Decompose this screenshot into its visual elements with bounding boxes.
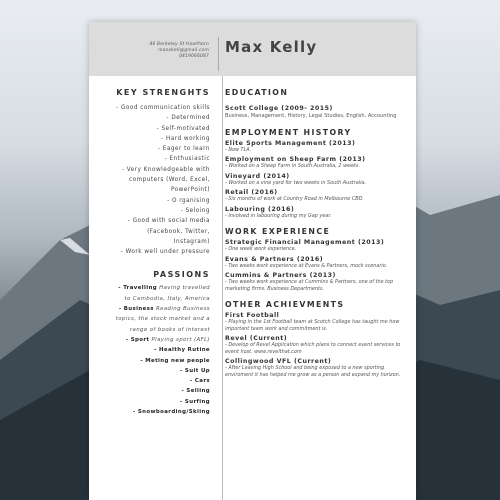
strength-item: - Self-motivated [156,125,210,132]
work-experience-list [225,239,411,292]
column-divider [222,76,223,500]
entry-description: - Worked on a Sheep Farm in South Australia, 2 weeks. [225,163,361,170]
entry-description: - Six months of work at Country Road in Melbourne CBD. [225,196,364,203]
contact-address [149,42,209,60]
right-column [225,88,411,378]
entry-heading: Strategic Financial Management (2013) [225,239,385,247]
entry-heading: Retail (2016) [225,189,278,197]
strength-item: - Good with social media [127,218,210,225]
strength-item: - Work well under pressure [120,249,210,256]
passions-list [90,283,210,417]
passion-name: - Meting new people [140,357,210,364]
strength-item: - Eager to learn [157,146,210,153]
resume-name: Max Kelly [225,38,318,56]
employment-list [225,140,411,220]
passion-name: - Selling [181,388,210,395]
resume-page [89,22,416,500]
entry-heading: Vineyard (2014) [225,172,290,180]
strength-item: - Enthusiastic [164,156,210,163]
entry-description: - Involved in labouring during my Gap year. [225,212,332,219]
key-strengths-title: KEY STRENGHTS [116,88,210,97]
passion-line [90,366,210,376]
phone-line: 0419066087 [179,54,209,59]
education-school: Scott College (2009- 2015) [225,105,333,112]
strength-item: - Determined [166,115,210,122]
passion-line [90,325,210,335]
passion-detail: Having travelled [159,285,210,292]
entry-heading: First Football [225,312,280,320]
strength-item: - Good communication skills [116,105,210,111]
passion-detail: topics, the stock market and a [115,316,210,323]
work-experience-title: WORK EXPERIENCE [225,227,331,237]
header-divider [218,37,219,71]
resume-header [89,22,416,76]
entry-description: - Playing in the 1st Football team at Scotch College has taught me how important team work and commitment is. [225,319,400,332]
passion-detail: Playing sport (AFL) [151,336,210,343]
passion-line [90,386,210,396]
passion-name: - Cars [190,378,210,385]
passion-line [90,345,210,355]
passion-name: - Healthy Rutine [154,347,210,354]
achievements-list [225,312,411,378]
education-title: EDUCATION [225,88,289,97]
entry-description: - One week work experience. [225,246,297,253]
passion-line [90,407,210,417]
strength-item: computers (Word, Excel, [128,177,210,184]
strength-item: Instagram) [173,238,210,245]
entry-description: - Worked on a vine yard for two weeks in South Australia. [225,179,366,186]
left-column [90,88,210,417]
entry-heading: Cummins & Partners (2013) [225,272,336,280]
entry-description: - Two weeks work experience at Evans & Partners, mock scenario. [225,262,388,269]
strength-item: - O rganising [167,197,210,204]
entry-heading: Employment on Sheep Farm (2013) [225,156,366,164]
passion-line [90,397,210,407]
passion-detail: to Cambodia, Italy, America [124,295,210,302]
passion-name: - Surfing [180,398,210,405]
passion-name: - Business [118,306,154,313]
passion-line [90,294,210,304]
entry-heading: Evans & Partners (2016) [225,255,324,263]
achievements-title: OTHER ACHIEVMENTS [225,300,345,310]
passions-title: PASSIONS [153,270,210,280]
email-line: maxxkell@gmail.com [158,48,209,53]
passion-line [90,335,210,345]
passion-line [90,304,210,314]
education-subjects: Business, Management, History, Legal Studies, English, Accounting [225,113,397,119]
entry-description: - Two weeks work experience at Cummins & Partners, one of the top marketing firms. Business Departments. [225,279,394,292]
strength-item: (Facebook, Twitter, [147,228,210,235]
passion-detail: Reading Business [155,306,210,313]
passion-name: - Sport [125,336,150,343]
strength-item: - Very Knowledgeable with [121,166,210,173]
passion-name: - Snowboarding/Skiing [132,409,210,416]
passion-line [90,283,210,293]
passion-line [90,314,210,324]
strength-item: - Hard working [161,135,210,142]
strength-item: - Seloing [180,207,210,214]
passion-detail: range of books of interest [129,326,210,333]
address-line: 46 Berkeley St Hawthorn [149,42,209,47]
entry-description: - Develop of Revel Application which plans to connect event services to event host. www.revelthat.com [225,342,401,355]
entry-description: - After Leaving High School and being exposed to a new sporting enviroment it has helped me grow as a person and expand my horizon. [225,365,401,378]
employment-title: EMPLOYMENT HISTORY [225,127,352,137]
entry-heading: Collingwood VFL (Current) [225,358,332,366]
passion-name: - Suit Up [180,367,210,374]
strength-item: PowerPoint) [170,187,210,194]
entry-heading: Labouring (2016) [225,205,295,213]
key-strengths-list [90,103,210,257]
passion-line [90,376,210,386]
passion-line [90,356,210,366]
passion-name: - Travelling [118,285,157,292]
entry-description: - Now TLA. [225,146,252,153]
entry-heading: Elite Sports Management (2013) [225,139,356,147]
entry-heading: Revel (Current) [225,335,288,343]
